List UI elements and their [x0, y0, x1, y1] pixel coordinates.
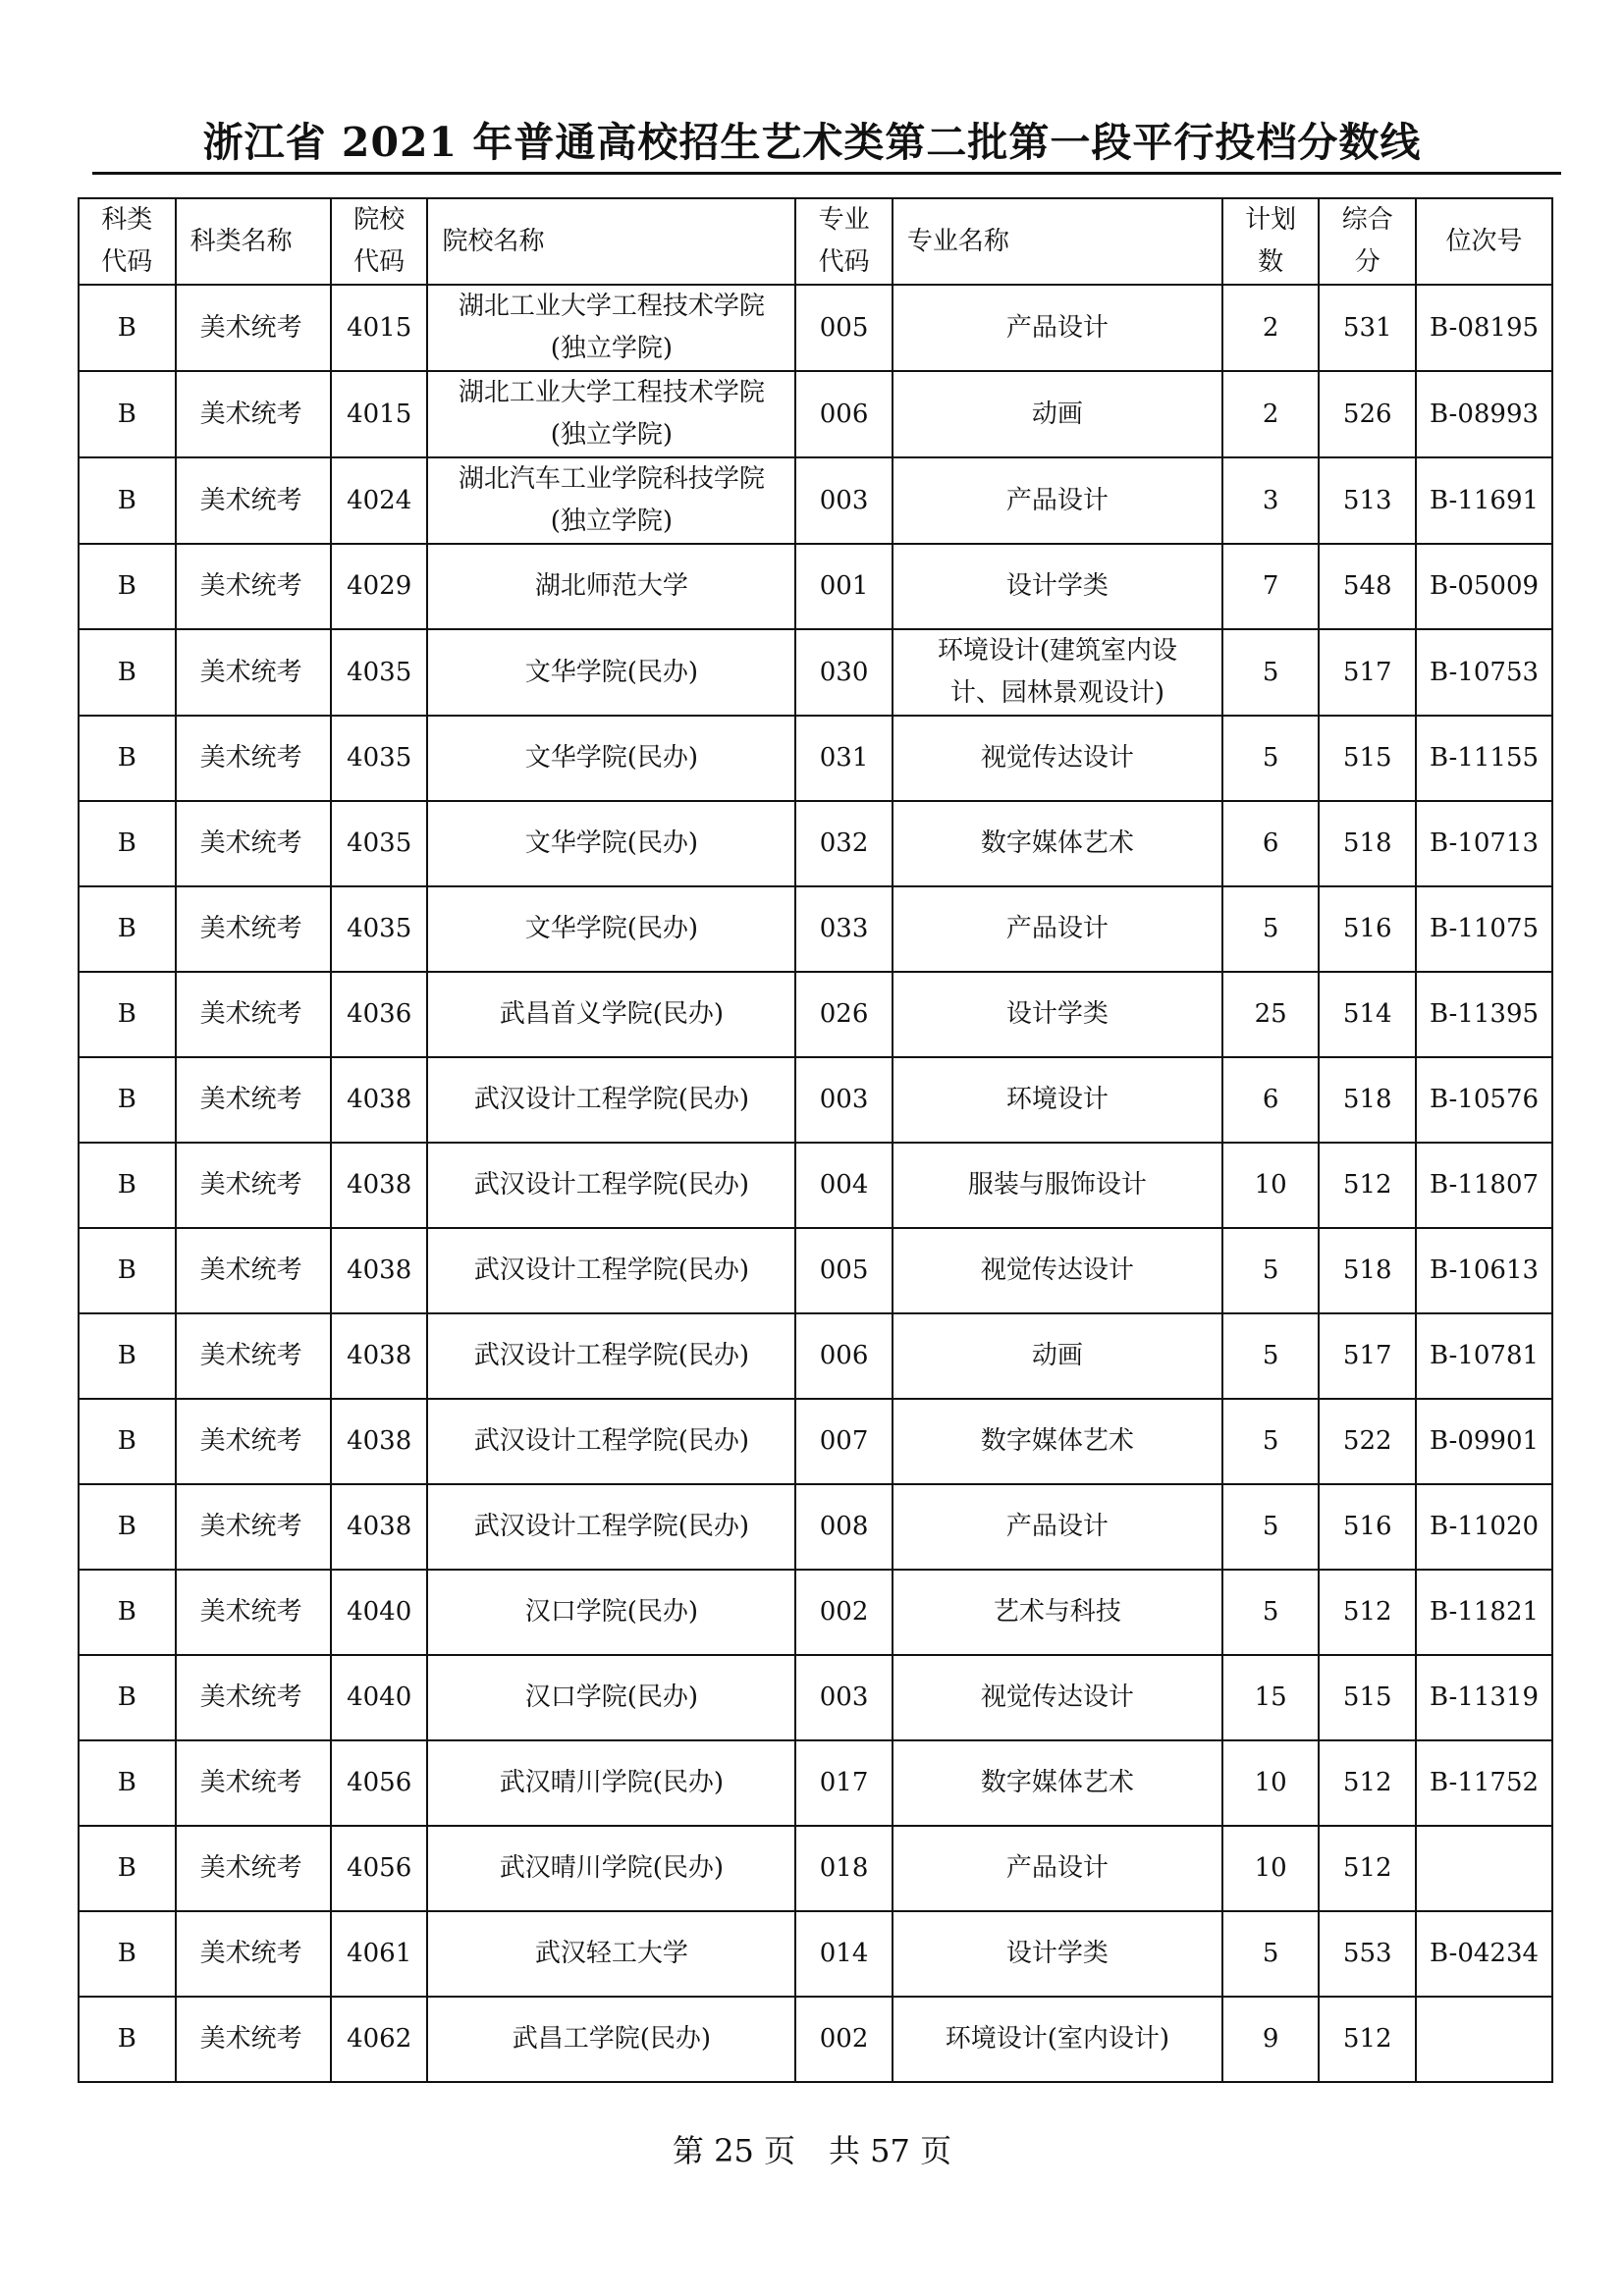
- cell-score: 518: [1319, 801, 1416, 886]
- cell-major: 动画: [893, 1313, 1222, 1399]
- cell-major: 产品设计: [893, 285, 1222, 371]
- cell-rank: B-10781: [1416, 1313, 1552, 1399]
- cell-cat: 美术统考: [176, 716, 331, 801]
- cell-sch_code: 4038: [331, 1057, 428, 1143]
- cell-rank: B-10753: [1416, 629, 1552, 716]
- cell-school: 武昌首义学院(民办): [427, 972, 795, 1057]
- cell-school: 湖北师范大学: [427, 544, 795, 629]
- table-row: [79, 1313, 1552, 1399]
- cell-sch_code: 4056: [331, 1826, 428, 1911]
- cell-school: 文华学院(民办): [427, 801, 795, 886]
- cell-plan: 5: [1222, 1228, 1320, 1313]
- cell-plan: 5: [1222, 1484, 1320, 1570]
- cell-major: 设计学类: [893, 972, 1222, 1057]
- cell-maj_code: 004: [795, 1143, 893, 1228]
- cell-rank: B-10576: [1416, 1057, 1552, 1143]
- cell-cat: 美术统考: [176, 1570, 331, 1655]
- cell-cat: 美术统考: [176, 544, 331, 629]
- cell-sch_code: 4061: [331, 1911, 428, 1997]
- cell-cat: 美术统考: [176, 1313, 331, 1399]
- cell-code: B: [79, 1057, 176, 1143]
- cell-maj_code: 033: [795, 886, 893, 972]
- cell-school: 武昌工学院(民办): [427, 1997, 795, 2082]
- cell-code: B: [79, 1655, 176, 1740]
- cell-major: 服装与服饰设计: [893, 1143, 1222, 1228]
- cell-sch_code: 4035: [331, 629, 428, 716]
- cell-code: B: [79, 716, 176, 801]
- cell-sch_code: 4038: [331, 1228, 428, 1313]
- cell-score: 512: [1319, 1570, 1416, 1655]
- cell-maj_code: 026: [795, 972, 893, 1057]
- cell-school: 文华学院(民办): [427, 886, 795, 972]
- cell-cat: 美术统考: [176, 1655, 331, 1740]
- cell-code: B: [79, 1228, 176, 1313]
- cell-code: B: [79, 972, 176, 1057]
- cell-maj_code: 030: [795, 629, 893, 716]
- cell-code: B: [79, 457, 176, 544]
- cell-plan: 5: [1222, 886, 1320, 972]
- score-table: [78, 197, 1553, 2083]
- cell-code: B: [79, 1740, 176, 1826]
- cell-cat: 美术统考: [176, 285, 331, 371]
- cell-score: 526: [1319, 371, 1416, 457]
- cell-maj_code: 014: [795, 1911, 893, 1997]
- cell-cat: 美术统考: [176, 972, 331, 1057]
- table-row: [79, 1399, 1552, 1484]
- cell-score: 515: [1319, 716, 1416, 801]
- cell-score: 531: [1319, 285, 1416, 371]
- table-row: [79, 1228, 1552, 1313]
- cell-plan: 7: [1222, 544, 1320, 629]
- cell-sch_code: 4038: [331, 1313, 428, 1399]
- cell-score: 517: [1319, 1313, 1416, 1399]
- column-header-sch_code: 院校 代码: [331, 198, 428, 285]
- cell-rank: B-11075: [1416, 886, 1552, 972]
- cell-major: 视觉传达设计: [893, 716, 1222, 801]
- cell-code: B: [79, 629, 176, 716]
- cell-cat: 美术统考: [176, 457, 331, 544]
- cell-maj_code: 031: [795, 716, 893, 801]
- table-row: [79, 972, 1552, 1057]
- cell-sch_code: 4038: [331, 1484, 428, 1570]
- cell-cat: 美术统考: [176, 629, 331, 716]
- cell-maj_code: 008: [795, 1484, 893, 1570]
- cell-sch_code: 4024: [331, 457, 428, 544]
- cell-plan: 5: [1222, 716, 1320, 801]
- table-row: [79, 1826, 1552, 1911]
- cell-sch_code: 4015: [331, 285, 428, 371]
- cell-rank: B-11020: [1416, 1484, 1552, 1570]
- cell-maj_code: 002: [795, 1570, 893, 1655]
- table-row: [79, 716, 1552, 801]
- cell-maj_code: 018: [795, 1826, 893, 1911]
- cell-code: B: [79, 1484, 176, 1570]
- table-row: [79, 886, 1552, 972]
- cell-school: 汉口学院(民办): [427, 1655, 795, 1740]
- cell-school: 武汉设计工程学院(民办): [427, 1057, 795, 1143]
- cell-score: 512: [1319, 1826, 1416, 1911]
- cell-maj_code: 003: [795, 1057, 893, 1143]
- table-row: [79, 544, 1552, 629]
- cell-rank: B-11319: [1416, 1655, 1552, 1740]
- cell-school: 武汉设计工程学院(民办): [427, 1399, 795, 1484]
- cell-rank: B-04234: [1416, 1911, 1552, 1997]
- cell-major: 数字媒体艺术: [893, 1740, 1222, 1826]
- cell-cat: 美术统考: [176, 801, 331, 886]
- cell-rank: B-11821: [1416, 1570, 1552, 1655]
- cell-major: 视觉传达设计: [893, 1228, 1222, 1313]
- cell-school: 文华学院(民办): [427, 716, 795, 801]
- cell-rank: [1416, 1997, 1552, 2082]
- cell-score: 516: [1319, 1484, 1416, 1570]
- cell-sch_code: 4040: [331, 1655, 428, 1740]
- cell-school: 湖北汽车工业学院科技学院 (独立学院): [427, 457, 795, 544]
- cell-plan: 5: [1222, 1399, 1320, 1484]
- cell-plan: 5: [1222, 1911, 1320, 1997]
- cell-plan: 5: [1222, 1313, 1320, 1399]
- cell-code: B: [79, 1313, 176, 1399]
- cell-maj_code: 003: [795, 1655, 893, 1740]
- cell-sch_code: 4056: [331, 1740, 428, 1826]
- cell-sch_code: 4036: [331, 972, 428, 1057]
- column-header-code: 科类 代码: [79, 198, 176, 285]
- cell-school: 武汉设计工程学院(民办): [427, 1143, 795, 1228]
- page-footer: [0, 2126, 1624, 2171]
- cell-rank: B-09901: [1416, 1399, 1552, 1484]
- cell-maj_code: 001: [795, 544, 893, 629]
- cell-plan: 15: [1222, 1655, 1320, 1740]
- cell-score: 517: [1319, 629, 1416, 716]
- cell-score: 518: [1319, 1057, 1416, 1143]
- cell-rank: B-05009: [1416, 544, 1552, 629]
- cell-rank: B-11395: [1416, 972, 1552, 1057]
- cell-school: 武汉设计工程学院(民办): [427, 1228, 795, 1313]
- table-row: [79, 801, 1552, 886]
- cell-sch_code: 4015: [331, 371, 428, 457]
- cell-rank: B-11691: [1416, 457, 1552, 544]
- cell-plan: 6: [1222, 801, 1320, 886]
- cell-major: 产品设计: [893, 1826, 1222, 1911]
- cell-sch_code: 4035: [331, 886, 428, 972]
- cell-plan: 10: [1222, 1740, 1320, 1826]
- table-row: [79, 629, 1552, 716]
- cell-sch_code: 4040: [331, 1570, 428, 1655]
- cell-maj_code: 006: [795, 371, 893, 457]
- cell-major: 设计学类: [893, 1911, 1222, 1997]
- title-rule: [92, 172, 1561, 175]
- cell-school: 武汉设计工程学院(民办): [427, 1313, 795, 1399]
- table-row: [79, 1484, 1552, 1570]
- cell-school: 湖北工业大学工程技术学院 (独立学院): [427, 371, 795, 457]
- cell-school: 武汉设计工程学院(民办): [427, 1484, 795, 1570]
- cell-code: B: [79, 1826, 176, 1911]
- cell-plan: 3: [1222, 457, 1320, 544]
- cell-score: 548: [1319, 544, 1416, 629]
- cell-major: 产品设计: [893, 886, 1222, 972]
- cell-rank: B-10713: [1416, 801, 1552, 886]
- cell-score: 514: [1319, 972, 1416, 1057]
- cell-score: 512: [1319, 1740, 1416, 1826]
- cell-major: 环境设计(建筑室内设 计、园林景观设计): [893, 629, 1222, 716]
- cell-major: 产品设计: [893, 1484, 1222, 1570]
- cell-code: B: [79, 886, 176, 972]
- cell-rank: [1416, 1826, 1552, 1911]
- cell-maj_code: 002: [795, 1997, 893, 2082]
- cell-cat: 美术统考: [176, 1484, 331, 1570]
- column-header-maj_code: 专业 代码: [795, 198, 893, 285]
- cell-score: 512: [1319, 1997, 1416, 2082]
- cell-school: 武汉晴川学院(民办): [427, 1826, 795, 1911]
- cell-plan: 9: [1222, 1997, 1320, 2082]
- column-header-rank: 位次号: [1416, 198, 1552, 285]
- cell-rank: B-08993: [1416, 371, 1552, 457]
- cell-major: 数字媒体艺术: [893, 1399, 1222, 1484]
- cell-rank: B-11155: [1416, 716, 1552, 801]
- page-total: 共 57 页: [829, 2132, 952, 2169]
- table-row: [79, 371, 1552, 457]
- cell-cat: 美术统考: [176, 1057, 331, 1143]
- cell-maj_code: 006: [795, 1313, 893, 1399]
- cell-cat: 美术统考: [176, 1228, 331, 1313]
- cell-plan: 5: [1222, 1570, 1320, 1655]
- cell-code: B: [79, 285, 176, 371]
- column-header-score: 综合 分: [1319, 198, 1416, 285]
- cell-school: 武汉晴川学院(民办): [427, 1740, 795, 1826]
- table-body: [79, 285, 1552, 2082]
- cell-score: 516: [1319, 886, 1416, 972]
- cell-score: 515: [1319, 1655, 1416, 1740]
- cell-major: 产品设计: [893, 457, 1222, 544]
- cell-major: 动画: [893, 371, 1222, 457]
- cell-major: 艺术与科技: [893, 1570, 1222, 1655]
- header-row: [79, 198, 1552, 285]
- cell-cat: 美术统考: [176, 1826, 331, 1911]
- cell-score: 518: [1319, 1228, 1416, 1313]
- table-row: [79, 1997, 1552, 2082]
- cell-cat: 美术统考: [176, 1740, 331, 1826]
- cell-maj_code: 017: [795, 1740, 893, 1826]
- cell-code: B: [79, 1143, 176, 1228]
- cell-rank: B-11752: [1416, 1740, 1552, 1826]
- cell-code: B: [79, 371, 176, 457]
- cell-maj_code: 005: [795, 285, 893, 371]
- cell-maj_code: 032: [795, 801, 893, 886]
- cell-major: 视觉传达设计: [893, 1655, 1222, 1740]
- cell-sch_code: 4062: [331, 1997, 428, 2082]
- cell-score: 512: [1319, 1143, 1416, 1228]
- cell-maj_code: 005: [795, 1228, 893, 1313]
- cell-plan: 10: [1222, 1143, 1320, 1228]
- cell-rank: B-11807: [1416, 1143, 1552, 1228]
- cell-code: B: [79, 801, 176, 886]
- cell-maj_code: 007: [795, 1399, 893, 1484]
- cell-sch_code: 4035: [331, 716, 428, 801]
- column-header-major: 专业名称: [893, 198, 1222, 285]
- cell-major: 环境设计(室内设计): [893, 1997, 1222, 2082]
- table-row: [79, 285, 1552, 371]
- cell-plan: 25: [1222, 972, 1320, 1057]
- cell-code: B: [79, 1399, 176, 1484]
- page-title: 浙江省 2021 年普通高校招生艺术类第二批第一段平行投档分数线: [202, 119, 1422, 166]
- cell-cat: 美术统考: [176, 1911, 331, 1997]
- cell-sch_code: 4038: [331, 1143, 428, 1228]
- cell-rank: B-10613: [1416, 1228, 1552, 1313]
- cell-plan: 2: [1222, 285, 1320, 371]
- cell-code: B: [79, 1570, 176, 1655]
- cell-plan: 2: [1222, 371, 1320, 457]
- cell-school: 湖北工业大学工程技术学院 (独立学院): [427, 285, 795, 371]
- cell-school: 武汉轻工大学: [427, 1911, 795, 1997]
- table-row: [79, 457, 1552, 544]
- cell-sch_code: 4038: [331, 1399, 428, 1484]
- cell-major: 设计学类: [893, 544, 1222, 629]
- cell-score: 553: [1319, 1911, 1416, 1997]
- cell-plan: 5: [1222, 629, 1320, 716]
- cell-code: B: [79, 544, 176, 629]
- column-header-cat: 科类名称: [176, 198, 331, 285]
- cell-cat: 美术统考: [176, 1143, 331, 1228]
- table-row: [79, 1570, 1552, 1655]
- cell-score: 522: [1319, 1399, 1416, 1484]
- table-row: [79, 1740, 1552, 1826]
- table-header: [79, 198, 1552, 285]
- cell-sch_code: 4029: [331, 544, 428, 629]
- cell-score: 513: [1319, 457, 1416, 544]
- cell-cat: 美术统考: [176, 371, 331, 457]
- table-row: [79, 1057, 1552, 1143]
- cell-cat: 美术统考: [176, 1399, 331, 1484]
- cell-rank: B-08195: [1416, 285, 1552, 371]
- cell-cat: 美术统考: [176, 886, 331, 972]
- cell-code: B: [79, 1911, 176, 1997]
- cell-code: B: [79, 1997, 176, 2082]
- cell-cat: 美术统考: [176, 1997, 331, 2082]
- table-row: [79, 1143, 1552, 1228]
- cell-plan: 6: [1222, 1057, 1320, 1143]
- table-row: [79, 1655, 1552, 1740]
- column-header-plan: 计划 数: [1222, 198, 1320, 285]
- cell-school: 文华学院(民办): [427, 629, 795, 716]
- cell-major: 数字媒体艺术: [893, 801, 1222, 886]
- cell-plan: 10: [1222, 1826, 1320, 1911]
- column-header-school: 院校名称: [427, 198, 795, 285]
- cell-school: 汉口学院(民办): [427, 1570, 795, 1655]
- cell-maj_code: 003: [795, 457, 893, 544]
- table-row: [79, 1911, 1552, 1997]
- cell-sch_code: 4035: [331, 801, 428, 886]
- page-number: 第 25 页: [672, 2132, 795, 2169]
- cell-major: 环境设计: [893, 1057, 1222, 1143]
